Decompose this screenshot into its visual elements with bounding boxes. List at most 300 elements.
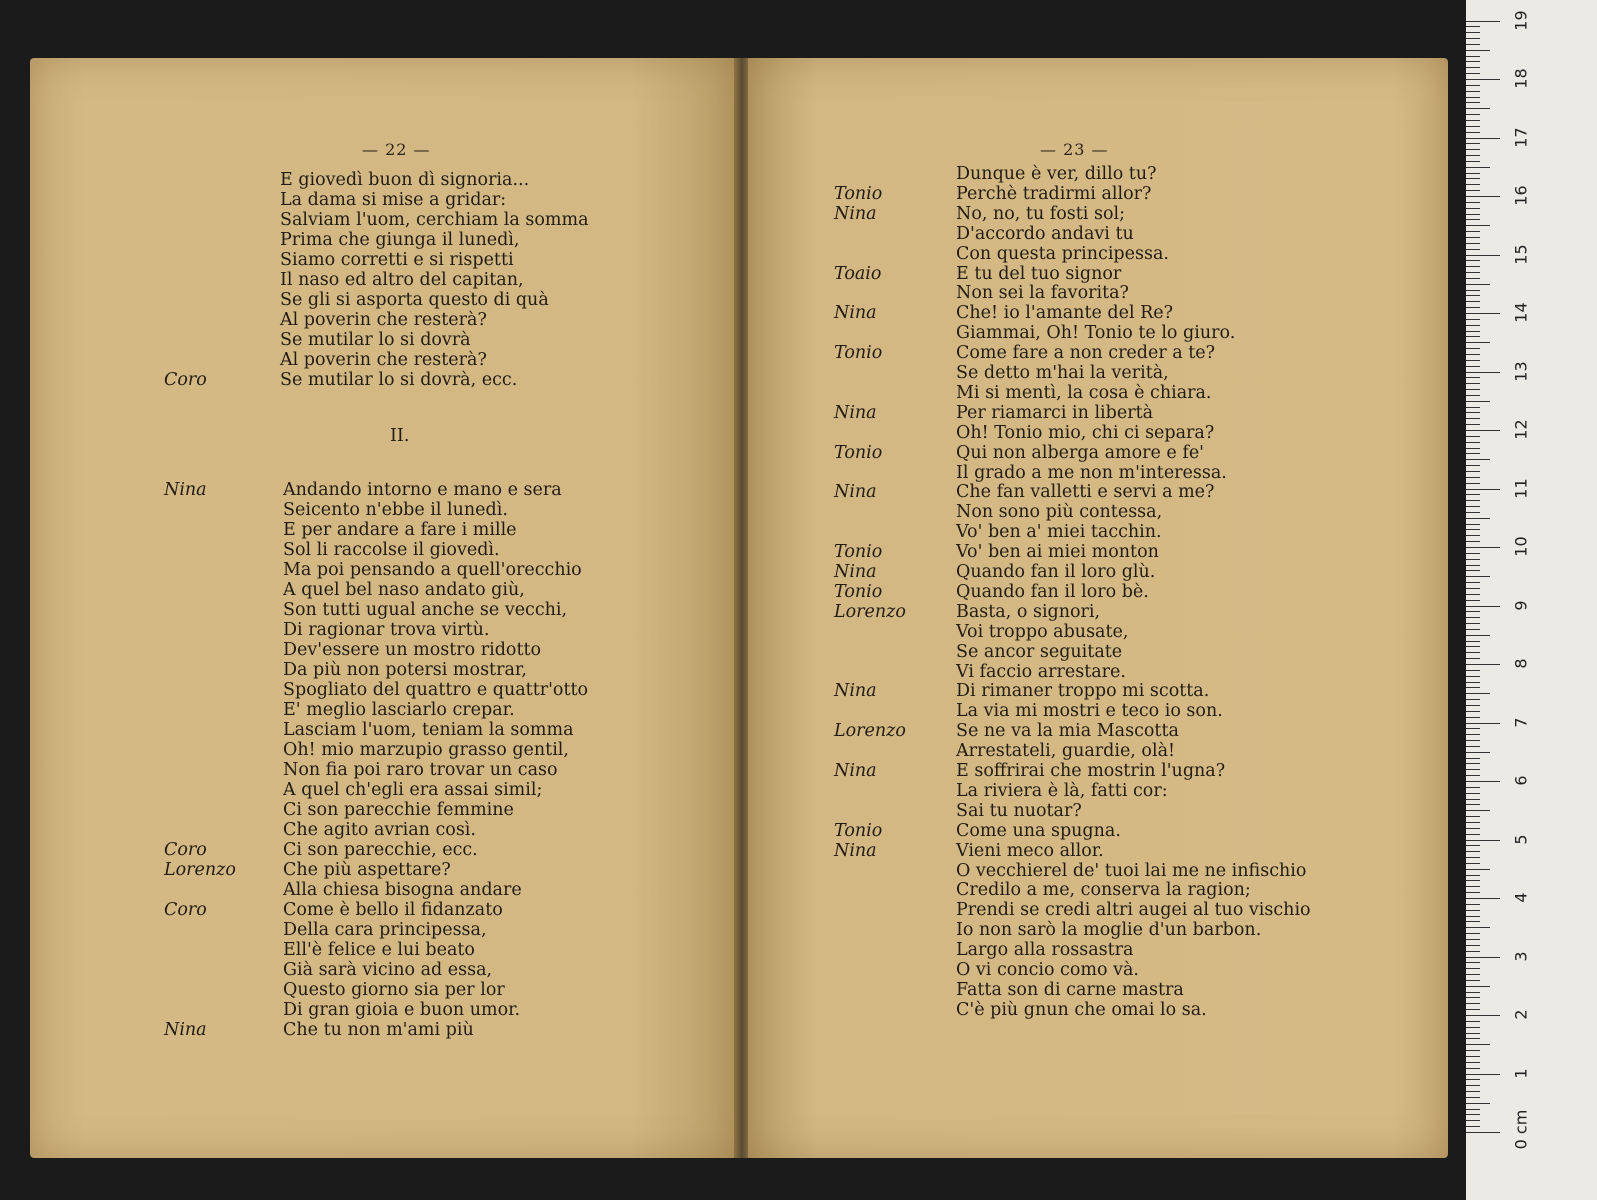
ruler-tick <box>1466 255 1500 256</box>
ruler-tick <box>1466 535 1480 536</box>
verse-line: D'accordo andavi tu <box>956 223 1134 244</box>
ruler-number: 16 <box>1511 185 1531 206</box>
measuring-ruler <box>1466 0 1597 1200</box>
speaker-name: Coro <box>164 840 207 860</box>
ruler-tick <box>1466 342 1490 343</box>
verse-line: Come è bello il fidanzato <box>283 900 503 920</box>
ruler-tick <box>1466 541 1480 542</box>
verse-line: Largo alla rossastra <box>956 940 1134 961</box>
ruler-number: 2 <box>1511 1009 1531 1020</box>
verse-line: La dama si mise a gridar: <box>280 190 507 210</box>
ruler-tick <box>1466 763 1480 764</box>
ruler-tick <box>1466 1126 1480 1127</box>
speaker-name: Lorenzo <box>834 601 906 622</box>
ruler-tick <box>1466 173 1480 174</box>
verse-line: Vi faccio arrestare. <box>956 661 1126 682</box>
ruler-tick <box>1466 658 1480 659</box>
ruler-tick <box>1466 418 1480 419</box>
verse-line: Oh! mio marzupio grasso gentil, <box>283 740 569 760</box>
ruler-tick <box>1466 284 1490 285</box>
ruler-tick <box>1466 56 1480 57</box>
ruler-tick <box>1466 933 1480 934</box>
ruler-number: 18 <box>1511 68 1531 89</box>
ruler-tick <box>1466 1009 1480 1010</box>
ruler-tick <box>1466 313 1500 314</box>
ruler-number: 5 <box>1511 833 1531 845</box>
ruler-tick <box>1466 600 1480 601</box>
verse-line: Questo giorno sia per lor <box>283 980 505 1000</box>
ruler-tick <box>1466 21 1500 22</box>
ruler-tick <box>1466 822 1480 823</box>
speaker-name: Lorenzo <box>834 721 906 742</box>
verse-line: Voi troppo abusate, <box>956 621 1129 642</box>
verse-line: Il naso ed altro del capitan, <box>280 270 524 290</box>
verse-line: Ci son parecchie femmine <box>283 800 514 820</box>
ruler-tick <box>1466 910 1480 911</box>
ruler-tick <box>1466 968 1480 969</box>
ruler-tick <box>1466 161 1480 162</box>
ruler-tick <box>1466 927 1490 928</box>
ruler-tick <box>1466 1103 1490 1104</box>
ruler-tick <box>1466 717 1480 718</box>
speaker-name: Tonio <box>834 343 883 364</box>
verse-line: Sol li raccolse il giovedì. <box>283 540 500 560</box>
ruler-tick <box>1466 565 1480 566</box>
ruler-tick <box>1466 272 1480 273</box>
verse-line: Da più non potersi mostrar, <box>283 660 527 680</box>
ruler-tick <box>1466 108 1490 109</box>
speaker-name: Nina <box>834 303 877 324</box>
ruler-tick <box>1466 319 1480 320</box>
verse-line: Per riamarci in libertà <box>956 402 1154 423</box>
ruler-number: 4 <box>1511 892 1531 903</box>
ruler-tick <box>1466 787 1480 788</box>
verse-line: E soffrirai che mostrin l'ugna? <box>956 761 1226 781</box>
ruler-tick <box>1466 307 1480 308</box>
verse-line: Non sono più contessa, <box>956 502 1163 523</box>
ruler-tick <box>1466 1085 1480 1086</box>
ruler-tick <box>1466 635 1490 636</box>
verse-line: No, no, tu fosti sol; <box>956 203 1125 224</box>
ruler-tick <box>1466 857 1480 858</box>
ruler-tick <box>1466 781 1500 782</box>
ruler-tick <box>1466 325 1480 326</box>
ruler-tick <box>1466 196 1500 197</box>
ruler-tick <box>1466 506 1480 507</box>
ruler-tick <box>1466 646 1480 647</box>
ruler-tick <box>1466 243 1480 244</box>
ruler-tick <box>1466 1109 1480 1110</box>
ruler-tick <box>1466 190 1480 191</box>
verse-line: O vi concio como và. <box>956 960 1139 980</box>
ruler-tick <box>1466 711 1480 712</box>
open-book <box>30 58 1452 1158</box>
verse-line: Che fan valletti e servi a me? <box>956 482 1215 503</box>
verse-line: Il grado a me non m'interessa. <box>956 462 1227 483</box>
ruler-tick <box>1466 126 1480 127</box>
right-page <box>748 58 1448 1158</box>
ruler-tick <box>1466 816 1480 817</box>
ruler-tick <box>1466 547 1500 548</box>
ruler-tick <box>1466 804 1480 805</box>
ruler-tick <box>1466 459 1490 460</box>
speaker-name: Tonio <box>834 442 883 463</box>
ruler-tick <box>1466 1021 1480 1022</box>
ruler-tick <box>1466 775 1480 776</box>
ruler-tick <box>1466 331 1480 332</box>
verse-line: O vecchierel de' tuoi lai me ne infischio <box>956 860 1307 881</box>
ruler-tick <box>1466 155 1480 156</box>
ruler-tick <box>1466 892 1480 893</box>
ruler-tick <box>1466 132 1480 133</box>
ruler-tick <box>1466 617 1480 618</box>
ruler-tick <box>1466 73 1480 74</box>
ruler-tick <box>1466 85 1480 86</box>
ruler-tick <box>1466 682 1480 683</box>
ruler-tick <box>1466 430 1500 431</box>
ruler-tick <box>1466 1044 1490 1045</box>
ruler-tick <box>1466 360 1480 361</box>
ruler-tick <box>1466 44 1480 45</box>
ruler-tick <box>1466 664 1500 665</box>
ruler-tick <box>1466 231 1480 232</box>
ruler-tick <box>1466 442 1480 443</box>
verse-line: Che più aspettare? <box>283 860 451 880</box>
verse-line: Se ne va la mia Mascotta <box>956 721 1179 742</box>
ruler-tick <box>1466 407 1480 408</box>
ruler-tick <box>1466 793 1480 794</box>
ruler-tick <box>1466 875 1480 876</box>
ruler-tick <box>1466 582 1480 583</box>
ruler-tick <box>1466 143 1480 144</box>
ruler-tick <box>1466 500 1480 501</box>
ruler-tick <box>1466 734 1480 735</box>
ruler-number: 17 <box>1511 126 1531 148</box>
ruler-tick <box>1466 1097 1480 1098</box>
verse-line: Qui non alberga amore e fe' <box>956 442 1204 463</box>
ruler-tick <box>1466 348 1480 349</box>
ruler-tick <box>1466 588 1480 589</box>
verse-line: Quando fan il loro bè. <box>956 581 1149 602</box>
ruler-number: 1 <box>1511 1067 1531 1079</box>
ruler-tick <box>1466 26 1480 27</box>
verse-line: A quel bel naso andato giù, <box>283 580 525 600</box>
verse-line: Che! io l'amante del Re? <box>956 303 1174 324</box>
ruler-tick <box>1466 758 1480 759</box>
verse-line: Come fare a non creder a te? <box>956 343 1216 364</box>
verse-line: Siamo corretti e si rispetti <box>280 250 514 270</box>
ruler-tick <box>1466 102 1480 103</box>
ruler-tick <box>1466 559 1480 560</box>
ruler-tick <box>1466 97 1480 98</box>
verse-line: Ell'è felice e lui beato <box>283 940 475 960</box>
verse-line: Perchè tradirmi allor? <box>956 183 1152 204</box>
ruler-tick <box>1466 576 1490 577</box>
verse-line: Salviam l'uom, cerchiam la somma <box>280 210 589 230</box>
ruler-tick <box>1466 652 1480 653</box>
speaker-name: Nina <box>834 681 877 702</box>
ruler-tick <box>1466 219 1480 220</box>
verse-line: La via mi mostri e teco io son. <box>956 701 1223 722</box>
ruler-tick <box>1466 951 1480 952</box>
ruler-tick <box>1466 752 1490 753</box>
verse-line: Mi si mentì, la cosa è chiara. <box>956 382 1212 403</box>
ruler-tick <box>1466 477 1480 478</box>
verse-line: Alla chiesa bisogna andare <box>283 880 522 900</box>
ruler-tick <box>1466 845 1480 846</box>
verse-line: Io non sarò la moglie d'un barbon. <box>956 920 1262 941</box>
ruler-tick <box>1466 518 1490 519</box>
ruler-tick <box>1466 453 1480 454</box>
verse-line: E giovedì buon dì signoria... <box>280 170 530 190</box>
ruler-tick <box>1466 606 1500 607</box>
ruler-tick <box>1466 412 1480 413</box>
verse-line: Di ragionar trova virtù. <box>283 620 490 640</box>
ruler-tick <box>1466 167 1490 168</box>
ruler-tick <box>1466 810 1490 811</box>
page-number: — 23 — <box>1040 140 1109 159</box>
ruler-tick <box>1466 1079 1480 1080</box>
verse-line: E per andare a fare i mille <box>283 520 517 540</box>
verse-line: Andando intorno e mano e sera <box>283 480 562 500</box>
ruler-tick <box>1466 939 1480 940</box>
ruler-tick <box>1466 202 1480 203</box>
ruler-tick <box>1466 529 1480 530</box>
ruler-tick <box>1466 1062 1480 1063</box>
verse-line: Prima che giunga il lunedì, <box>280 230 520 250</box>
ruler-tick <box>1466 921 1480 922</box>
ruler-tick <box>1466 997 1480 998</box>
speaker-name: Nina <box>834 761 877 781</box>
ruler-tick <box>1466 301 1480 302</box>
speaker-name: Coro <box>164 900 207 920</box>
verse-line: Dev'essere un mostro ridotto <box>283 640 542 660</box>
speaker-name: Nina <box>164 1020 207 1040</box>
ruler-tick <box>1466 863 1480 864</box>
ruler-number: 9 <box>1511 599 1531 611</box>
ruler-tick <box>1466 676 1480 677</box>
ruler-tick <box>1466 699 1480 700</box>
speaker-name: Nina <box>834 482 877 503</box>
verse-line: Ci son parecchie, ecc. <box>283 840 478 860</box>
ruler-number: 12 <box>1511 419 1531 440</box>
ruler-tick <box>1466 295 1480 296</box>
ruler-tick <box>1466 629 1480 630</box>
verse-line: Al poverin che resterà? <box>280 310 487 330</box>
ruler-tick <box>1466 494 1480 495</box>
ruler-number: 19 <box>1511 9 1531 31</box>
ruler-tick <box>1466 1091 1480 1092</box>
ruler-tick <box>1466 290 1480 291</box>
verse-line: Dunque è ver, dillo tu? <box>956 164 1157 184</box>
verse-line: Già sarà vicino ad essa, <box>283 960 493 980</box>
ruler-tick <box>1466 904 1480 905</box>
ruler-tick <box>1466 61 1480 62</box>
verse-line: Se mutilar lo si dovrà <box>280 330 471 350</box>
ruler-tick <box>1466 840 1500 841</box>
ruler-number: 8 <box>1511 658 1531 669</box>
verse-line: E tu del tuo signor <box>956 263 1122 284</box>
verse-line: Della cara principessa, <box>283 920 487 940</box>
ruler-tick <box>1466 32 1480 33</box>
verse-line: Di rimaner troppo mi scotta. <box>956 681 1210 702</box>
verse-line: Quando fan il loro glù. <box>956 562 1156 582</box>
ruler-tick <box>1466 354 1480 355</box>
verse-line: Con questa principessa. <box>956 243 1169 264</box>
ruler-tick <box>1466 149 1480 150</box>
ruler-tick <box>1466 436 1480 437</box>
ruler-tick <box>1466 880 1480 881</box>
left-page <box>30 58 736 1158</box>
verse-line: Non sei la favorita? <box>956 283 1129 304</box>
ruler-tick <box>1466 851 1480 852</box>
ruler-tick <box>1466 1033 1480 1034</box>
ruler-tick <box>1466 693 1490 694</box>
ruler-tick <box>1466 336 1480 337</box>
ruler-tick <box>1466 740 1480 741</box>
ruler-tick <box>1466 395 1480 396</box>
ruler-tick <box>1466 524 1480 525</box>
verse-line: Ma poi pensando a quell'orecchio <box>283 560 582 580</box>
verse-line: Che agito avrian così. <box>283 820 476 840</box>
ruler-tick <box>1466 886 1480 887</box>
verse-line: E' meglio lasciarlo crepar. <box>283 700 515 720</box>
speaker-name: Tonio <box>834 542 883 563</box>
ruler-unit-label: 0 cm <box>1511 1109 1531 1150</box>
ruler-tick <box>1466 1120 1480 1121</box>
ruler-tick <box>1466 138 1500 139</box>
ruler-tick <box>1466 957 1500 958</box>
ruler-tick <box>1466 570 1480 571</box>
ruler-tick <box>1466 746 1480 747</box>
ruler-tick <box>1466 260 1480 261</box>
ruler-tick <box>1466 214 1480 215</box>
ruler-tick <box>1466 705 1480 706</box>
ruler-tick <box>1466 383 1480 384</box>
ruler-tick <box>1466 38 1480 39</box>
ruler-tick <box>1466 184 1480 185</box>
speaker-name: Nina <box>164 480 207 500</box>
ruler-tick <box>1466 986 1490 987</box>
verse-line: Fatta son di carne mastra <box>956 979 1184 1000</box>
verse-line: A quel ch'egli era assai simil; <box>283 780 543 800</box>
ruler-tick <box>1466 1114 1480 1115</box>
ruler-tick <box>1466 278 1480 279</box>
ruler-tick <box>1466 512 1480 513</box>
ruler-tick <box>1466 799 1480 800</box>
verse-line: Basta, o signori, <box>956 601 1101 622</box>
ruler-number: 3 <box>1511 950 1531 962</box>
verse-line: C'è più gnun che omai lo sa. <box>956 999 1207 1020</box>
ruler-tick <box>1466 114 1480 115</box>
verse-line: Son tutti ugual anche se vecchi, <box>283 600 568 620</box>
ruler-tick <box>1466 974 1480 975</box>
ruler-tick <box>1466 1003 1480 1004</box>
ruler-tick <box>1466 769 1480 770</box>
ruler-tick <box>1466 1050 1480 1051</box>
ruler-number: 6 <box>1511 775 1531 786</box>
ruler-tick <box>1466 237 1480 238</box>
ruler-tick <box>1466 992 1480 993</box>
ruler-tick <box>1466 401 1490 402</box>
ruler-number: 11 <box>1511 477 1531 499</box>
ruler-tick <box>1466 980 1480 981</box>
verse-line: La riviera è là, fatti cor: <box>956 780 1168 801</box>
verse-line: Che tu non m'ami più <box>283 1020 474 1040</box>
ruler-tick <box>1466 553 1480 554</box>
ruler-tick <box>1466 489 1500 490</box>
speaker-name: Toaio <box>834 263 882 284</box>
verse-line: Lasciam l'uom, teniam la somma <box>283 720 574 740</box>
ruler-tick <box>1466 728 1480 729</box>
ruler-number: 15 <box>1511 243 1531 265</box>
ruler-tick <box>1466 594 1480 595</box>
speaker-name: Tonio <box>834 581 883 602</box>
ruler-tick <box>1466 366 1480 367</box>
ruler-tick <box>1466 1015 1500 1016</box>
ruler-number: 10 <box>1511 536 1531 557</box>
ruler-number: 13 <box>1511 360 1531 382</box>
speaker-name: Tonio <box>834 820 883 841</box>
ruler-tick <box>1466 670 1480 671</box>
verse-line: Giammai, Oh! Tonio te lo giuro. <box>956 323 1236 344</box>
verse-line: Se mutilar lo si dovrà, ecc. <box>280 370 518 390</box>
verse-line: Di gran gioia e buon umor. <box>283 1000 521 1020</box>
ruler-tick <box>1466 424 1480 425</box>
section-heading: II. <box>390 426 410 446</box>
verse-line: Sai tu nuotar? <box>956 800 1082 821</box>
ruler-tick <box>1466 91 1480 92</box>
ruler-tick <box>1466 483 1480 484</box>
ruler-tick <box>1466 945 1480 946</box>
ruler-tick <box>1466 916 1480 917</box>
speaker-name: Tonio <box>834 183 883 204</box>
ruler-tick <box>1466 834 1480 835</box>
ruler-tick <box>1466 869 1490 870</box>
ruler-tick <box>1466 611 1480 612</box>
verse-line: Vieni meco allor. <box>956 840 1104 861</box>
verse-line: Se detto m'hai la verità, <box>956 363 1169 383</box>
ruler-tick <box>1466 723 1500 724</box>
ruler-tick <box>1466 1027 1480 1028</box>
ruler-tick <box>1466 1056 1480 1057</box>
verse-line: Prendi se credi altri augei al tuo vischio <box>956 900 1311 921</box>
verse-line: Se ancor seguitate <box>956 641 1123 662</box>
ruler-tick <box>1466 266 1480 267</box>
ruler-tick <box>1466 448 1480 449</box>
speaker-name: Nina <box>834 840 877 861</box>
ruler-tick <box>1466 828 1480 829</box>
verse-line: Seicento n'ebbe il lunedì. <box>283 500 508 520</box>
ruler-tick <box>1466 623 1480 624</box>
ruler-tick <box>1466 962 1480 963</box>
ruler-tick <box>1466 208 1480 209</box>
verse-line: Al poverin che resterà? <box>280 350 487 370</box>
speaker-name: Coro <box>164 370 207 390</box>
speaker-name: Nina <box>834 402 877 423</box>
ruler-tick <box>1466 225 1490 226</box>
ruler-tick <box>1466 1074 1500 1075</box>
ruler-tick <box>1466 178 1480 179</box>
ruler-tick <box>1466 1038 1480 1039</box>
speaker-name: Lorenzo <box>164 860 236 880</box>
verse-line: Se gli si asporta questo di quà <box>280 290 549 310</box>
verse-line: Oh! Tonio mio, chi ci separa? <box>956 422 1215 443</box>
ruler-tick <box>1466 50 1490 51</box>
ruler-tick <box>1466 687 1480 688</box>
verse-line: Vo' ben ai miei monton <box>956 542 1159 563</box>
verse-line: Credilo a me, conserva la ragion; <box>956 880 1251 901</box>
